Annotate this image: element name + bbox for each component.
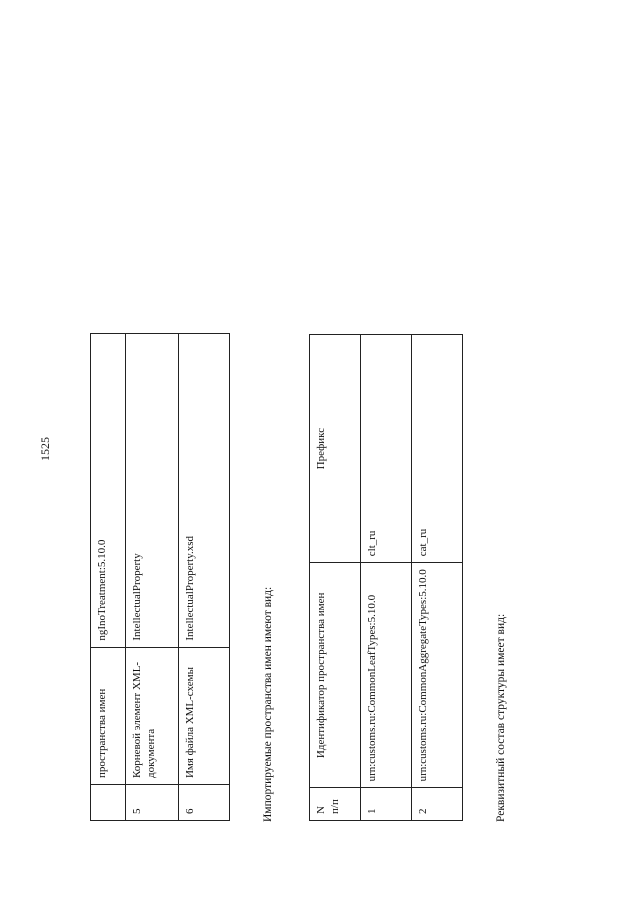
table-row — [361, 335, 412, 821]
header-cell-prefix: Префикс — [310, 335, 361, 563]
table-cell-name: Корневой элемент XML-документа — [126, 647, 179, 784]
table-cell-value: ngInoTreatment:5.10.0 — [91, 334, 126, 648]
table-cell-value: IntellectualProperty.xsd — [179, 334, 230, 648]
table-cell-number: 5 — [126, 785, 179, 821]
table-row — [126, 334, 179, 821]
table-cell-number: 6 — [179, 785, 230, 821]
table-cell-identifier: urn:customs.ru:CommonLeafTypes:5.10.0 — [361, 563, 412, 788]
header-cell-number: N п/п — [310, 788, 361, 821]
table-row — [179, 334, 230, 821]
imported-namespaces-paragraph: Импортируемые пространства имен имеют вид: — [262, 586, 274, 822]
table-cell-name: Имя файла XML-схемы — [179, 647, 230, 784]
table-header-row — [310, 335, 361, 821]
table-row — [412, 335, 463, 821]
table-row — [91, 334, 126, 821]
table-cell-identifier: urn:customs.ru:CommonAggregateTypes:5.10.0 — [412, 563, 463, 788]
table-cell-prefix: clt_ru — [361, 335, 412, 563]
table-cell-number: 2 — [412, 788, 463, 821]
header-cell-identifier: Идентификатор пространства имен — [310, 563, 361, 788]
table-cell-number: 1 — [361, 788, 412, 821]
table-cell-value: IntellectualProperty — [126, 334, 179, 648]
imported-namespaces-table — [309, 334, 463, 821]
namespace-details-table — [90, 333, 230, 821]
table-cell-prefix: cat_ru — [412, 335, 463, 563]
page-number: 1525 — [38, 437, 52, 461]
table-cell-number — [91, 785, 126, 821]
structure-composition-paragraph: Реквизитный состав структуры имеет вид: — [495, 613, 507, 822]
table-cell-name: пространства имен — [91, 647, 126, 784]
